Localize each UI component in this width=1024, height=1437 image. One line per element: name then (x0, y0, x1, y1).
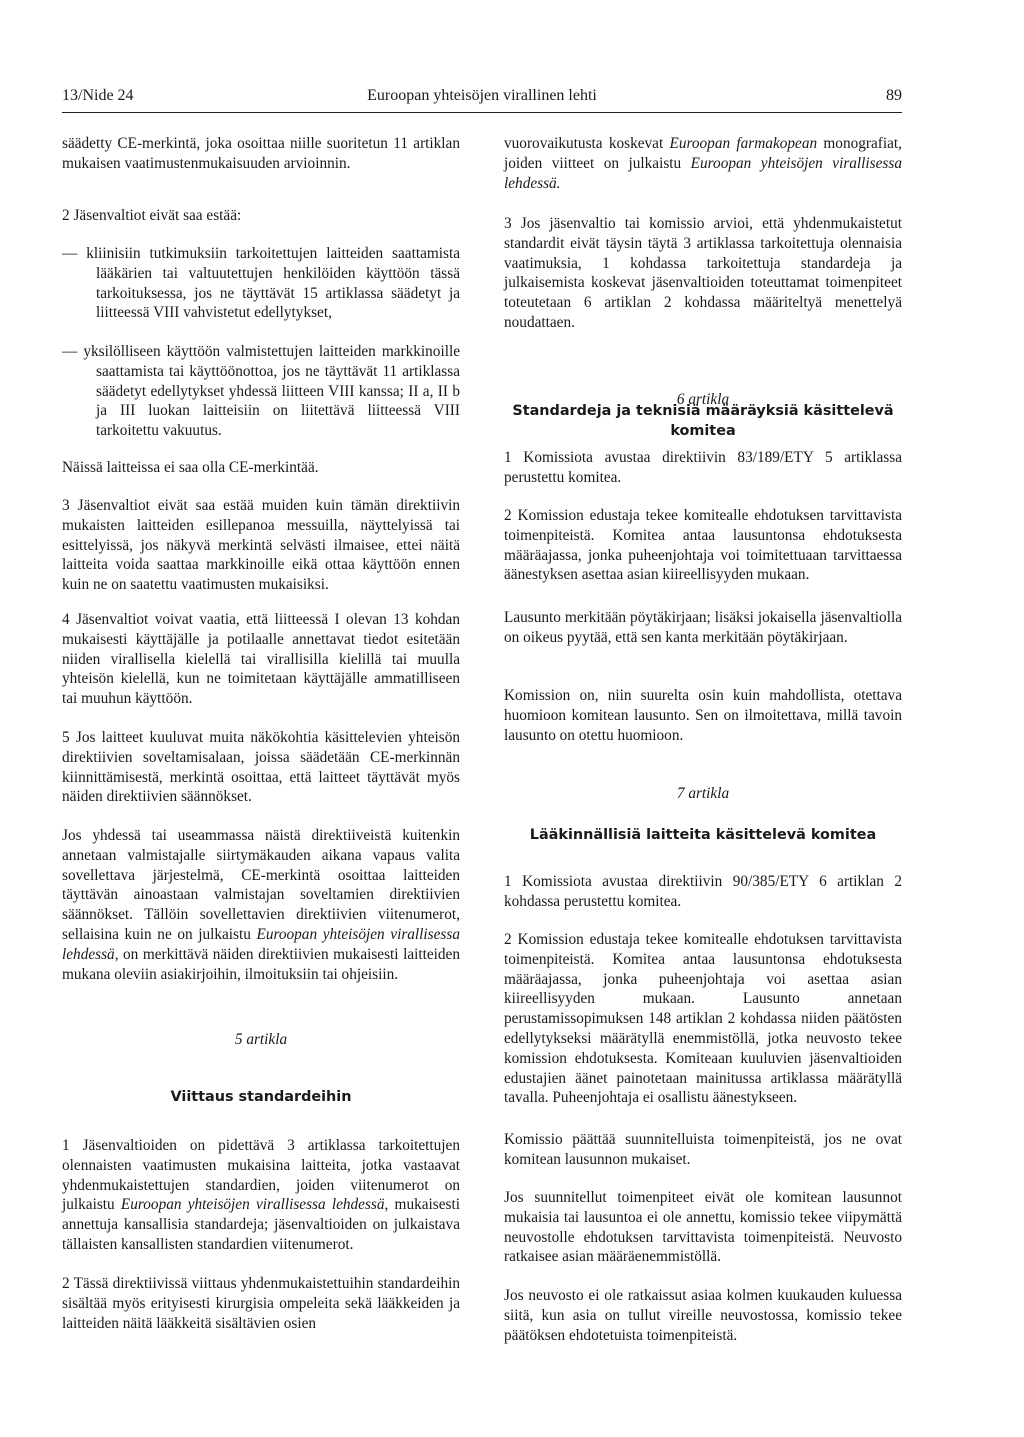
italic-text: Euroopan farmakopean (669, 135, 818, 152)
italic-text: Euroopan yhteisöjen virallisessa lehdessä. (504, 154, 902, 192)
paragraph: 2 Tässä direktiivissä viittaus yhdenmukaistettuihin standardeihin sisältää myös erityisesti kirurgisia ompeleita sekä lääkkeiden ja laitteiden näitä lääkkeitä sisältävien osien (62, 1275, 460, 1332)
paragraph: Jos suunnitellut toimenpiteet eivät ole komitean lausunnot mukaisia tai lausuntoa ei ole annettu, komissio tekee viipymättä neuvostolle ehdotuksen tarvittavista toimenpiteistä. Neuvosto ratkaisee asian määräenemmistöllä. (504, 1189, 902, 1266)
text-run: , on merkittävä näiden direktiivien mukaisesti laitteiden mukana oleviin asiakirjoihin, ilmoituksiin tai ohjeisiin. (62, 945, 460, 983)
article-title: Viittaus standardeihin (170, 1089, 352, 1105)
list-item: — kliinisiin tutkimuksiin tarkoitettujen laitteiden saattamista lääkärien tai valtuutettujen henkilöiden käyttöön tässä tarkoituksessa, jos ne täyttävät 15 artiklassa säädetyt ja liitteessä VIII vahvistetut edellytykset, (62, 245, 460, 322)
paragraph: 3 Jos jäsenvaltio tai komissio arvioi, että yhdenmukaistetut standardit eivät täysin täytä 3 artiklassa tarkoitettuja olennaisia vaatimuksia, 1 kohdassa tarkoitettuja standardeja ja julkaisemista koskevat jäsenvaltioiden toteuttamat toimenpiteet toteutetaan 6 artiklan 2 kohdassa määriteltyä menettelyä noudattaen. (504, 215, 902, 331)
issue-label: 13/Nide 24 (62, 87, 134, 104)
paragraph: 2 Komission edustaja tekee komitealle ehdotuksen tarvittavista toimenpiteistä. Komitea antaa lausuntonsa ehdotuksesta määräajassa, jonka puheenjohtaja voi asettaa asian kiireellisyyden mukaan. Lausunto annetaan perustamissopimuksen 148 artiklan 2 kohdassa niiden päätösten edellytykseksi määrätyllä enemmistöllä, jotka neuvosto tekee komission ehdotuksesta. Komiteaan kuuluvien jäsenvaltioiden edustajien äänet painotetaan mainitussa artiklassa määrätyllä tavalla. Puheenjohtaja ei osallistu äänestykseen. (504, 931, 902, 1107)
paragraph: 3 Jäsenvaltiot eivät saa estää muiden kuin tämän direktiivin mukaisten laitteiden esillepanoa messuilla, näyttelyissä tai esittelyissä, jos näkyvä merkintä selvästi ilmaisee, ettei näitä laitteita voida saattaa markkinoille eikä ottaa käyttöön ennen kuin ne on saatettu vaatimusten mukaisiksi. (62, 497, 460, 594)
paragraph: 2 Komission edustaja tekee komitealle ehdotuksen tarvittavista toimenpiteistä. Komitea antaa lausuntonsa ehdotuksesta määräajassa, jonka puheenjohtaja voi toimitettuaan tarvittaessa äänestyksen asettaa asian kiireellisyyden mukaan. (504, 507, 902, 584)
text-run: vuorovaikutusta koskevat (504, 135, 670, 152)
italic-text: Euroopan yhteisöjen virallisessa lehdessä (62, 925, 460, 963)
text-run: Jos yhdessä tai useammassa näistä direktiiveistä kuitenkin annetaan valmistajalle siirtymäkauden aikana vapaus valita sovellettava järjestelmä, CE-merkintä osoittaa laitteiden täyttävän ainoastaan valmistajan soveltamien direktiivien säännökset. Tällöin sovellettavien direktiivien viitenumerot, sellaisina kuin ne on julkaistu (62, 827, 460, 943)
paragraph (504, 134, 902, 193)
page-header (62, 86, 902, 113)
article-number: 5 artikla (234, 1031, 288, 1048)
paragraph: 1 Komissiota avustaa direktiivin 83/189/ETY 5 artiklassa perustettu komitea. (504, 449, 902, 486)
paragraph: Komission on, niin suurelta osin kuin mahdollista, otettava huomioon komitean lausunto. Sen on ilmoitettava, millä tavoin lausunto on otettu huomioon. (504, 687, 902, 744)
page-number: 89 (886, 87, 902, 104)
text-run: , mukaisesti annettuja kansallisia standardeja; jäsenvaltioiden on julkaistava tällaisten kansallisten standardien viitenumerot. (62, 1196, 460, 1253)
paragraph: 2 Jäsenvaltiot eivät saa estää: (62, 207, 242, 224)
paragraph (62, 826, 460, 984)
paragraph (62, 1136, 460, 1255)
article-title: Lääkinnällisiä laitteita käsittelevä komitea (529, 827, 877, 843)
italic-text: Euroopan yhteisöjen virallisessa lehdessä (120, 1196, 385, 1214)
article-title: Standardeja ja teknisiä määräyksiä käsittelevä komitea (512, 403, 894, 439)
journal-title: Euroopan yhteisöjen virallinen lehti (367, 87, 597, 104)
text-run: monografiat, joiden viitteet on julkaistu (504, 135, 902, 172)
paragraph: Lausunto merkitään pöytäkirjaan; lisäksi jokaisella jäsenvaltiolla on oikeus pyytää, että sen kanta merkitään pöytäkirjaan. (504, 609, 902, 646)
article-number: 7 artikla (676, 785, 730, 802)
article-number: 6 artikla (676, 391, 730, 408)
paragraph: Jos neuvosto ei ole ratkaissut asiaa kolmen kuukauden kuluessa siitä, kun asia on tullut vireille neuvostossa, komissio tekee päätöksen ehdotetuista toimenpiteistä. (504, 1287, 902, 1344)
paragraph: säädetty CE-merkintä, joka osoittaa niille suoritetun 11 artiklan mukaisen vaatimustenmukaisuuden arvioinnin. (62, 135, 460, 172)
list-item: — yksilölliseen käyttöön valmistettujen laitteiden markkinoille saattamista tai käyttöönottoa, jos ne täyttävät 11 artiklassa säädetyt edellytykset yhdessä liitteen VIII kanssa; II a, II b ja III luokan laitteisiin on liitettävä liitteessä VIII tarkoitettu vakuutus. (62, 343, 460, 440)
text-run: 1 Jäsenvaltioiden on pidettävä 3 artiklassa tarkoitettujen olennaisten vaatimusten mukaisina laitteita, jotka vastaavat yhdenmukaistettujen standardien, joiden viitenumerot on julkaistu (62, 1137, 460, 1214)
paragraph: Näissä laitteissa ei saa olla CE-merkintää. (62, 459, 319, 476)
paragraph: Komissio päättää suunnitelluista toimenpiteistä, jos ne ovat komitean lausunnon mukaiset. (504, 1131, 902, 1168)
paragraph: 5 Jos laitteet kuuluvat muita näkökohtia käsittelevien yhteisön direktiivien soveltamisalaan, joissa säädetään CE-merkinnän kiinnittämisestä, merkintä osoittaa, että laitteet täyttävät myös näiden direktiivien säännökset. (62, 729, 460, 806)
paragraph: 1 Komissiota avustaa direktiivin 90/385/ETY 6 artiklan 2 kohdassa perustettu komitea. (504, 873, 902, 910)
paragraph: 4 Jäsenvaltiot voivat vaatia, että liitteessä I olevan 13 kohdan mukaisesti käyttäjälle ja potilaalle annettavat tiedot esitetään niiden virallisella kielellä tai virallisilla kielillä tai muulla yhteisön kielellä, kun ne toimitetaan käyttäjälle ammatilliseen tai muuhun käyttöön. (62, 611, 460, 708)
